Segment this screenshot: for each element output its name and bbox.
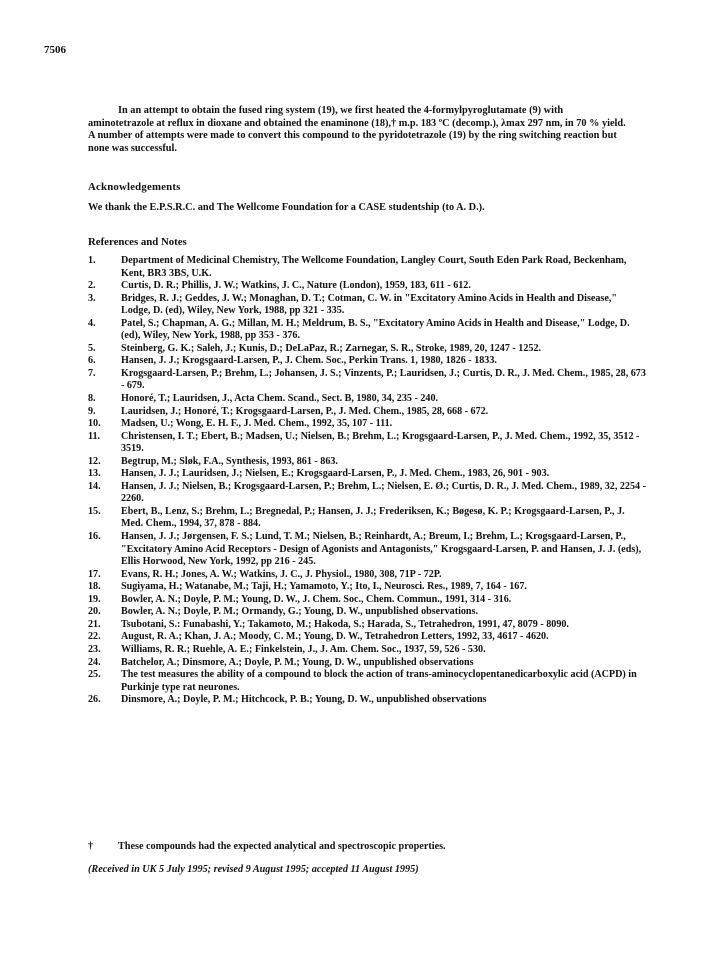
reference-item	[88, 657, 648, 670]
reference-text: Honoré, T.; Lauridsen, J., Acta Chem. Scand., Sect. B, 1980, 34, 235 - 240.	[121, 393, 439, 405]
reference-text: Steinberg, G. K.; Saleh, J.; Kunis, D.; DeLaPaz, R.; Zarnegar, S. R., Stroke, 1989, 20, 1247 - 1252.	[121, 342, 542, 354]
reference-item	[88, 669, 648, 694]
reference-item	[88, 506, 648, 531]
reference-text: Dinsmore, A.; Doyle, P. M.; Hitchcock, P. B.; Young, D. W., unpublished observations	[121, 694, 487, 706]
reference-text: Williams, R. R.; Ruehle, A. E.; Finkelstein, J., J. Am. Chem. Soc., 1937, 59, 526 - 530.	[121, 643, 486, 655]
reference-text: Tsubotani, S.: Funabashi, Y.; Takamoto, M.; Hakoda, S.; Harada, S., Tetrahedron, 1991, 47, 8079 - 8090.	[121, 618, 569, 630]
reference-text: Department of Medicinal Chemistry, The Wellcome Foundation, Langley Court, South Eden Park Road, Beckenham, Kent, BR3 3BS, U.K.	[121, 255, 627, 279]
reference-number: 24.	[88, 656, 101, 668]
reference-number: 4.	[88, 317, 96, 329]
reference-item	[88, 280, 648, 293]
reference-text: Bowler, A. N.; Doyle, P. M.; Young, D. W., J. Chem. Soc., Chem. Commun., 1991, 314 - 316.	[121, 593, 512, 605]
reference-item	[88, 594, 648, 607]
reference-number: 12.	[88, 455, 101, 467]
reference-number: 9.	[88, 405, 96, 417]
reference-item	[88, 406, 648, 419]
reference-item	[88, 393, 648, 406]
reference-number: 7.	[88, 367, 96, 379]
reference-text: Hansen, J. J.; Jørgensen, F. S.; Lund, T. M.; Nielsen, B.; Reinhardt, A.; Breum, I.; Brehm, L.; Krogsgaard-Larsen, P., "Excitatory Amino Acid Receptors - Design of Agonists and Antagonists," Krogsgaard-Larsen, P. and Hansen, J. J. (eds), Ellis Horwood, New York, 1992, pp 216 - 245.	[121, 531, 642, 568]
reference-item	[88, 355, 648, 368]
reference-item	[88, 468, 648, 481]
reference-item	[88, 368, 648, 393]
reference-text: Hansen, J. J.; Krogsgaard-Larsen, P., J. Chem. Soc., Perkin Trans. 1, 1980, 1826 - 1833.	[121, 355, 497, 367]
reference-text: The test measures the ability of a compound to block the action of trans-aminocyclopentanedicarboxylic acid (ACPD) in Purkinje type rat neurones.	[121, 669, 637, 693]
reference-item	[88, 418, 648, 431]
reference-number: 14.	[88, 480, 101, 492]
reference-number: 26.	[88, 694, 101, 706]
received-dates: (Received in UK 5 July 1995; revised 9 August 1995; accepted 11 August 1995)	[88, 864, 419, 875]
reference-item	[88, 318, 648, 343]
reference-item	[88, 694, 648, 707]
reference-item	[88, 569, 648, 582]
reference-number: 22.	[88, 631, 101, 643]
page-number: 7506	[44, 44, 66, 56]
reference-text: Bowler, A. N.; Doyle, P. M.; Ormandy, G.; Young, D. W., unpublished observations.	[121, 606, 478, 618]
reference-item	[88, 631, 648, 644]
reference-number: 19.	[88, 593, 101, 605]
reference-number: 25.	[88, 669, 101, 681]
reference-number: 13.	[88, 468, 101, 480]
reference-text: Madsen, U.; Wong, E. H. F., J. Med. Chem., 1992, 35, 107 - 111.	[121, 418, 393, 430]
reference-item	[88, 255, 648, 280]
reference-text: Patel, S.; Chapman, A. G.; Millan, M. H.; Meldrum, B. S., "Excitatory Amino Acids in Health and Disease," Lodge, D. (ed), Wiley, New York, 1988, pp 353 - 376.	[121, 317, 630, 342]
reference-number: 8.	[88, 393, 96, 405]
reference-text: Sugiyama, H.; Watanabe, M.; Taji, H.; Yamamoto, Y.; Ito, I., Neurosci. Res., 1989, 7, 164 - 167.	[121, 581, 527, 593]
reference-number: 18.	[88, 581, 101, 593]
acknowledgements-text: We thank the E.P.S.R.C. and The Wellcome Foundation for a CASE studentship (to A. D.).	[88, 202, 485, 213]
reference-number: 15.	[88, 505, 101, 517]
reference-item	[88, 431, 648, 456]
reference-number: 2.	[88, 280, 96, 292]
reference-text: Hansen, J. J.; Lauridsen, J.; Nielsen, E.; Krogsgaard-Larsen, P., J. Med. Chem., 1983, 26, 901 - 903.	[121, 468, 550, 480]
reference-number: 16.	[88, 531, 101, 543]
reference-item	[88, 644, 648, 657]
reference-text: Hansen, J. J.; Nielsen, B.; Krogsgaard-Larsen, P.; Brehm, L.; Nielsen, E. Ø.; Curtis, D. R., J. Med. Chem., 1989, 32, 2254 - 2260.	[121, 480, 646, 505]
reference-item	[88, 481, 648, 506]
reference-number: 3.	[88, 292, 96, 304]
references-list	[88, 255, 648, 707]
reference-number: 23.	[88, 643, 101, 655]
reference-item	[88, 619, 648, 632]
acknowledgements-heading: Acknowledgements	[88, 181, 181, 193]
reference-item	[88, 606, 648, 619]
reference-text: Begtrup, M.; Sløk, F.A., Synthesis, 1993, 861 - 863.	[121, 455, 338, 467]
reference-item	[88, 581, 648, 594]
intro-paragraph: In an attempt to obtain the fused ring system (19), we first heated the 4-formylpyroglutamate (9) with aminotetrazole at reflux in dioxane and obtained the enaminone (18),† m.p. 183 ºC (decomp.), λmax 297 nm, in 70 % yield. A number of attempts were made to convert this compound to the pyridotetrazole (19) by the ring switching reaction but none was successful.	[88, 105, 626, 154]
reference-text: Krogsgaard-Larsen, P.; Brehm, L.; Johansen, J. S.; Vinzents, P.; Lauridsen, J.; Curtis, D. R., J. Med. Chem., 1985, 28, 673 - 679.	[121, 367, 646, 392]
reference-text: Lauridsen, J.; Honoré, T.; Krogsgaard-Larsen, P., J. Med. Chem., 1985, 28, 668 - 672.	[121, 405, 489, 417]
reference-item	[88, 456, 648, 469]
reference-number: 10.	[88, 418, 101, 430]
reference-item	[88, 531, 648, 569]
reference-text: Ebert, B., Lenz, S.; Brehm, L.; Bregnedal, P.; Hansen, J. J.; Frederiksen, K.; Bøgesø, K. P.; Krogsgaard-Larsen, P., J. Med. Chem., 1994, 37, 878 - 884.	[121, 505, 625, 530]
reference-text: Curtis, D. R.; Phillis, J. W.; Watkins, J. C., Nature (London), 1959, 183, 611 - 612.	[121, 280, 471, 292]
footnote	[88, 841, 648, 852]
references-heading: References and Notes	[88, 236, 187, 248]
reference-text: Christensen, I. T.; Ebert, B.; Madsen, U.; Nielsen, B.; Brehm, L.; Krogsgaard-Larsen, P., J. Med. Chem., 1992, 35, 3512 - 3519.	[121, 430, 640, 455]
footnote-text: These compounds had the expected analytical and spectroscopic properties.	[118, 841, 446, 852]
reference-number: 20.	[88, 606, 101, 618]
reference-number: 1.	[88, 255, 96, 266]
reference-number: 6.	[88, 355, 96, 367]
reference-text: Bridges, R. J.; Geddes, J. W.; Monaghan, D. T.; Cotman, C. W. in "Excitatory Amino Acids in Health and Disease," Lodge, D. (ed), Wiley, New York, 1988, pp 321 - 335.	[121, 292, 617, 317]
reference-text: Evans, R. H.; Jones, A. W.; Watkins, J. C., J. Physiol., 1980, 308, 71P - 72P.	[121, 568, 442, 580]
reference-number: 5.	[88, 342, 96, 354]
reference-text: August, R. A.; Khan, J. A.; Moody, C. M.; Young, D. W., Tetrahedron Letters, 1992, 33, 4617 - 4620.	[121, 631, 549, 643]
reference-number: 21.	[88, 618, 101, 630]
footnote-mark: †	[88, 841, 94, 852]
reference-text: Batchelor, A.; Dinsmore, A.; Doyle, P. M.; Young, D. W., unpublished observations	[121, 656, 474, 668]
reference-number: 11.	[88, 430, 101, 442]
reference-number: 17.	[88, 568, 101, 580]
reference-item	[88, 293, 648, 318]
reference-item	[88, 343, 648, 356]
